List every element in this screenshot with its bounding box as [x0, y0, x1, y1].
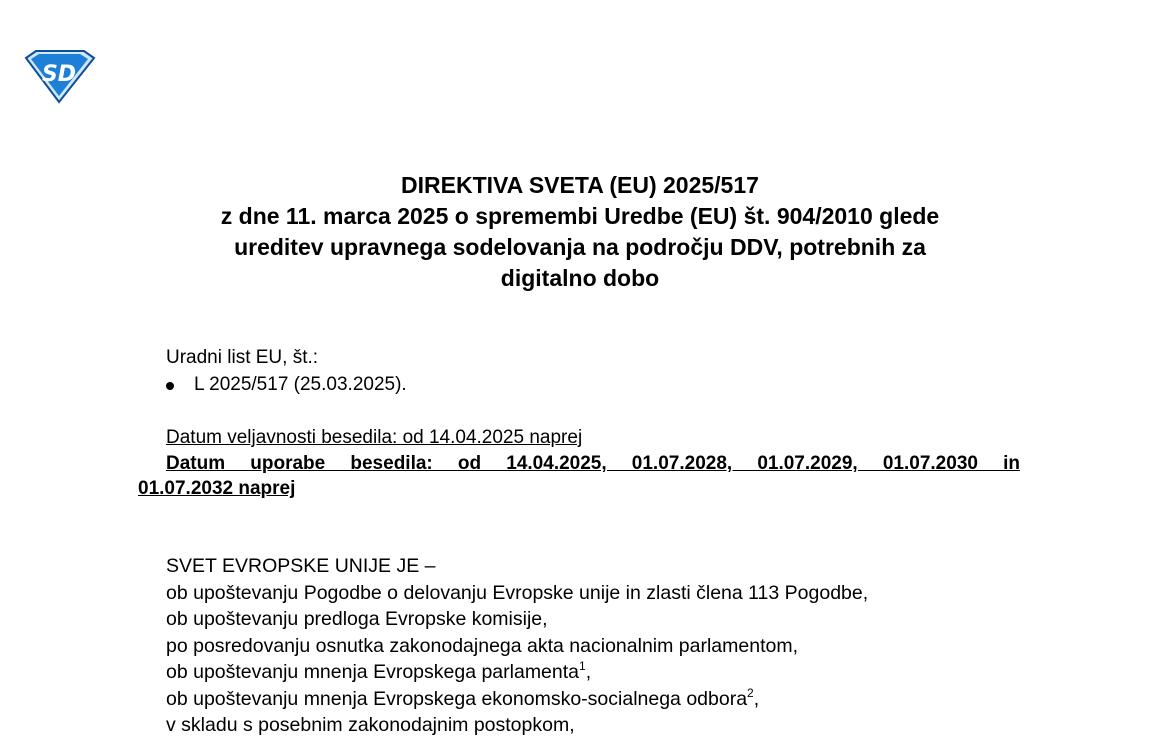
preamble-line-suffix: , [585, 661, 592, 683]
title-line: z dne 11. marca 2025 o spremembi Uredbe (EU) št. 904/2010 glede [220, 203, 940, 229]
preamble-line-suffix: , [753, 687, 760, 710]
title-line: DIREKTIVA SVETA (EU) 2025/517 [401, 172, 759, 198]
svg-text:SD: SD [41, 62, 77, 87]
preamble-line: v skladu s posebnim zakonodajnim postopkom, [166, 714, 575, 736]
preamble-line-text: ob upoštevanju mnenja Evropskega parlamenta [166, 661, 580, 683]
preamble-line [166, 686, 868, 713]
preamble-line: po posredovanju osnutka zakonodajnega akta nacionalnim parlamentom, [166, 634, 798, 657]
validity-date: Datum veljavnosti besedila: od 14.04.2025 naprej [166, 427, 583, 448]
preamble-line: ob upoštevanju Pogodbe o delovanju Evropske unije in zlasti člena 113 Pogodbe, [166, 581, 869, 604]
footnote-ref[interactable]: 1 [579, 659, 586, 673]
title-line: ureditev upravnega sodelovanja na področju DDV, potrebnih za [234, 234, 926, 260]
source-list [166, 373, 407, 397]
preamble-line: ob upoštevanju predloga Evropske komisije, [166, 608, 548, 630]
preamble [166, 553, 868, 739]
sd-shield-logo-icon [22, 48, 96, 104]
title-line: digitalno dobo [500, 265, 660, 291]
source-list-item [166, 373, 407, 397]
document-title [140, 170, 1020, 294]
use-dates [138, 451, 1020, 501]
preamble-line [166, 659, 868, 686]
use-dates-line: Datum uporabe besedila: od 14.04.2025, 01.07.2028, 01.07.2029, 01.07.2030 in [166, 453, 1020, 474]
footnote-ref[interactable]: 2 [747, 685, 754, 700]
preamble-line-text: ob upoštevanju mnenja Evropskega ekonomsko-socialnega odbora [166, 687, 748, 710]
source-label: Uradni list EU, št.: [166, 347, 319, 368]
use-dates-line: 01.07.2032 naprej [138, 478, 296, 499]
source-item-text: L 2025/517 (25.03.2025). [194, 374, 407, 395]
preamble-heading: SVET EVROPSKE UNIJE JE – [166, 555, 436, 577]
bullet-icon [166, 382, 174, 390]
